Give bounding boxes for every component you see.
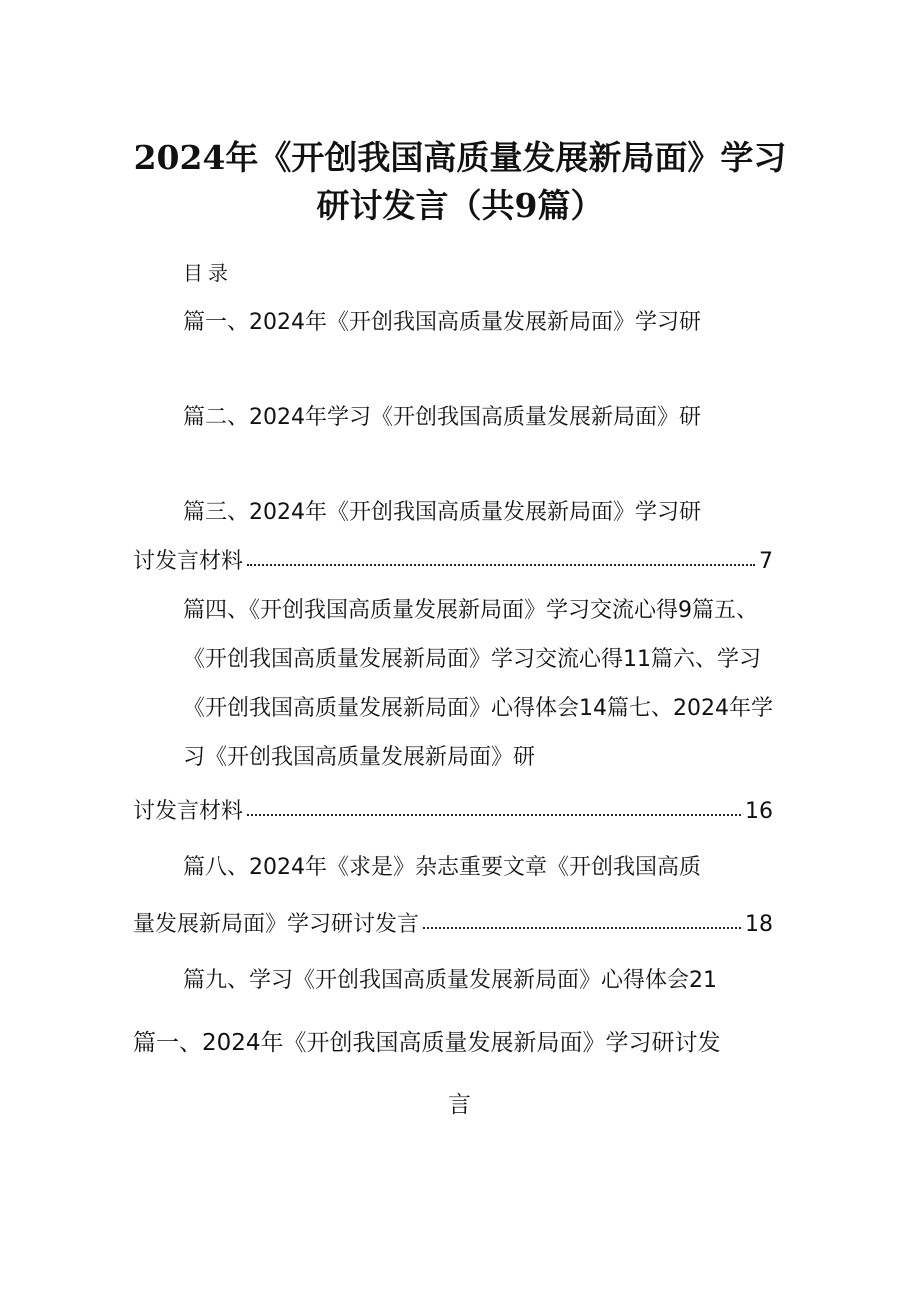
document-title-line-2: 研讨发言（共9篇）	[316, 186, 604, 225]
toc-label: 目录	[183, 261, 233, 285]
toc-page-number: 7	[759, 549, 773, 574]
toc-entry-8-continued	[133, 910, 773, 940]
section-heading-line-2: 言	[448, 1092, 471, 1118]
dot-leader	[423, 909, 741, 929]
toc-page-number: 16	[745, 799, 773, 824]
toc-page-number: 18	[745, 912, 773, 937]
toc-entry-7: 习《开创我国高质量发展新局面》研	[183, 745, 536, 770]
toc-entry-4: 篇四、《开创我国高质量发展新局面》学习交流心得9篇五、	[183, 598, 758, 623]
toc-entry-5: 《开创我国高质量发展新局面》学习交流心得11篇六、学习	[183, 647, 761, 672]
toc-entry-text: 讨发言材料	[133, 799, 244, 824]
toc-entry-8: 篇八、2024年《求是》杂志重要文章《开创我国高质	[183, 855, 701, 880]
toc-entry-2: 篇二、2024年学习《开创我国高质量发展新局面》研	[183, 405, 701, 430]
toc-entry-3: 篇三、2024年《开创我国高质量发展新局面》学习研	[183, 500, 701, 525]
toc-entry-text: 讨发言材料	[133, 549, 244, 574]
toc-entry-6: 《开创我国高质量发展新局面》心得体会14篇七、2024年学	[183, 696, 773, 721]
dot-leader	[247, 796, 741, 816]
toc-entry-7-continued	[133, 797, 773, 827]
dot-leader	[247, 546, 755, 566]
toc-entry-9: 篇九、学习《开创我国高质量发展新局面》心得体会21	[183, 968, 717, 993]
toc-entry-text: 量发展新局面》学习研讨发言	[133, 912, 420, 937]
toc-entry-3-continued	[133, 547, 773, 577]
section-heading-line-1: 篇一、2024年《开创我国高质量发展新局面》学习研讨发	[133, 1030, 721, 1056]
document-title-line-1: 2024年《开创我国高质量发展新局面》学习	[133, 138, 787, 177]
toc-entry-1: 篇一、2024年《开创我国高质量发展新局面》学习研	[183, 310, 701, 335]
